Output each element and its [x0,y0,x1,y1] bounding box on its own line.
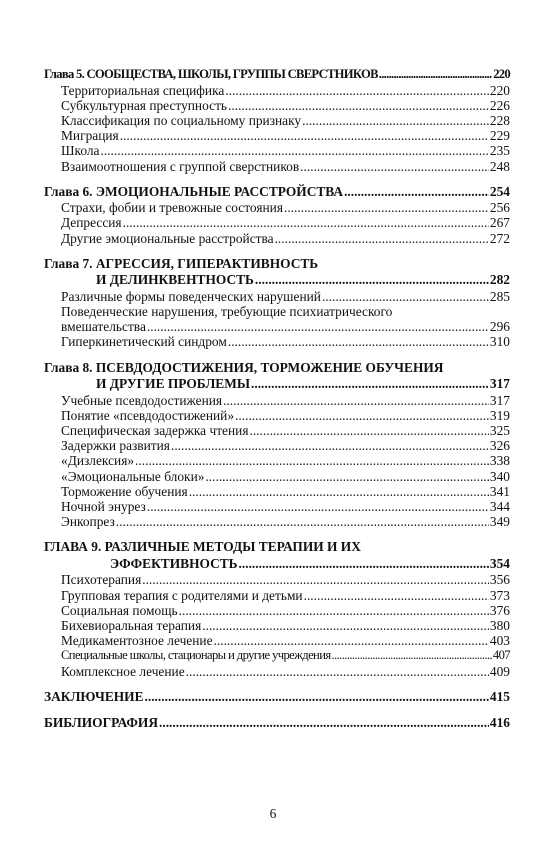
toc-chapter-7-line1[interactable] [44,256,510,273]
toc-entry[interactable] [44,393,510,408]
toc-entry-line1[interactable] [44,304,510,319]
entry-title: Энкопрез [61,514,115,530]
chapter-title: ЭФФЕКТИВНОСТЬ [110,555,238,571]
leader-dots [189,484,489,499]
page-ref: 310 [489,334,510,350]
toc-entry[interactable] [44,514,510,529]
leader-dots [251,376,489,393]
page-ref: 220 [493,67,510,81]
leader-dots [304,588,489,603]
leader-dots [255,272,489,289]
toc-entry[interactable] [44,484,510,499]
leader-dots [186,664,489,679]
toc-chapter-5[interactable] [44,66,510,83]
toc-chapter-8-line2[interactable] [44,376,510,393]
leader-dots [344,184,489,201]
entry-title: Миграция [61,128,119,144]
leader-dots [322,289,489,304]
toc-entry[interactable] [44,499,510,514]
page-ref: 220 [489,82,510,98]
toc-chapter-6[interactable] [44,184,510,201]
leader-dots [225,83,489,98]
toc-entry[interactable] [44,648,510,663]
page-ref: 267 [489,215,510,231]
entry-title: Психотерапия [61,572,142,588]
toc-chapter-9-line1[interactable] [44,539,510,556]
chapter-title: Глава 7. АГРЕССИЯ, ГИПЕРАКТИВНОСТЬ [44,255,319,271]
entry-title: Депрессия [61,215,122,231]
page-ref: 344 [489,499,510,515]
entry-title: Социальная помощь [61,602,178,618]
entry-title: Медикаментозное лечение [61,633,213,649]
entry-title: Страхи, фобии и тревожные состояния [61,200,283,216]
page-ref: 228 [489,112,510,128]
leader-dots [284,200,489,215]
entry-title: Субкультурная преступность [61,97,228,113]
toc-entry[interactable] [44,603,510,618]
page-ref: 226 [489,97,510,113]
toc-entry[interactable] [44,469,510,484]
entry-title: Поведенческие нарушения, требующие психиатрического [61,304,393,320]
leader-dots [228,334,489,349]
spacer [44,174,510,184]
leader-dots [116,514,489,529]
entry-title: Взаимоотношения с группой сверстников [61,158,300,174]
entry-title: вмешательства [61,319,146,335]
entry-title: «Эмоциональные блоки» [61,468,205,484]
toc-bibliography[interactable] [44,715,510,732]
leader-dots [145,689,489,706]
toc-conclusion[interactable] [44,689,510,706]
toc-entry[interactable] [44,588,510,603]
toc-entry[interactable] [44,231,510,246]
chapter-title: И ДЕЛИНКВЕНТНОСТЬ [96,272,254,288]
page-ref: 272 [489,230,510,246]
leader-dots [142,572,489,587]
entry-title: Торможение обучения [61,483,188,499]
entry-title: Ночной энурез [61,499,146,515]
leader-dots [205,469,488,484]
entry-title: Учебные псевдодостижения [61,392,223,408]
entry-title: Гиперкинетический синдром [61,334,227,350]
spacer [44,705,510,715]
leader-dots [120,128,489,143]
leader-dots [123,215,489,230]
page-ref: 248 [489,158,510,174]
page-ref: 341 [489,483,510,499]
toc-entry[interactable] [44,215,510,230]
page-ref: 317 [489,392,510,408]
page-ref: 282 [489,272,510,288]
leader-dots [275,231,489,246]
page-ref: 349 [489,514,510,530]
toc-entry[interactable] [44,200,510,215]
page-ref: 285 [489,288,510,304]
leader-dots [228,98,489,113]
page-number: 6 [269,806,277,821]
page-ref: 340 [489,468,510,484]
leader-dots [100,143,488,158]
page-ref: 326 [489,438,510,454]
chapter-title: Глава 6. ЭМОЦИОНАЛЬНЫЕ РАССТРОЙСТВА [44,183,344,199]
leader-dots [202,618,489,633]
leader-dots [179,603,489,618]
leader-dots [300,159,489,174]
entry-title: Групповая терапия с родителями и детьми [61,587,303,603]
toc-entry[interactable] [44,289,510,304]
page-ref: 354 [489,555,510,571]
chapter-title: И ДРУГИЕ ПРОБЛЕМЫ [96,376,251,392]
toc-entry[interactable] [44,664,510,679]
toc-chapter-9-line2[interactable] [44,556,510,573]
page-ref: 407 [492,648,510,663]
page-ref: 380 [489,618,510,634]
entry-title: Комплексное лечение [61,663,185,679]
leader-dots [302,113,489,128]
chapter-title: ГЛАВА 9. РАЗЛИЧНЫЕ МЕТОДЫ ТЕРАПИИ И ИХ [44,539,361,555]
page-ref: 325 [489,423,510,439]
leader-dots [159,715,489,732]
toc-entry[interactable] [44,159,510,174]
page-ref: 317 [489,376,510,392]
page-ref: 409 [489,663,510,679]
toc-entry[interactable] [44,143,510,158]
leader-dots [249,423,488,438]
spacer [44,679,510,689]
chapter-title: Глава 8. ПСЕВДОДОСТИЖЕНИЯ, ТОРМОЖЕНИЕ ОБУЧЕНИЯ [44,359,444,375]
entry-title: Школа [61,143,100,159]
toc-entry[interactable] [44,438,510,453]
toc-entry[interactable] [44,572,510,587]
page-ref: 373 [489,587,510,603]
entry-title: Другие эмоциональные расстройства [61,230,274,246]
entry-title: Различные формы поведенческих нарушений [61,288,321,304]
page-ref: 416 [489,715,510,731]
page-ref: 296 [489,319,510,335]
leader-dots [223,393,489,408]
entry-title: Специальные школы, стационары и другие учреждения [61,648,331,663]
entry-title: Задержки развития [61,438,170,454]
toc-entry[interactable] [44,618,510,633]
page-ref: 338 [489,453,510,469]
leader-dots [332,648,492,663]
page-ref: 403 [489,633,510,649]
spacer [44,350,510,360]
page-ref: 356 [489,572,510,588]
page-ref: 254 [489,183,510,199]
leader-dots [135,453,489,468]
entry-title: Бихевиоральная терапия [61,618,202,634]
toc-entry[interactable] [44,113,510,128]
leader-dots [171,438,489,453]
toc-entry[interactable] [44,334,510,349]
toc-entry[interactable] [44,83,510,98]
chapter-title: БИБЛИОГРАФИЯ [44,715,158,731]
toc-chapter-8-line1[interactable] [44,360,510,377]
table-of-contents [44,66,510,732]
spacer [44,529,510,539]
entry-title: Понятие «псевдодостижений» [61,407,235,423]
entry-title: Классификация по социальному признаку [61,112,302,128]
toc-entry[interactable] [44,453,510,468]
toc-entry[interactable] [44,423,510,438]
chapter-title: ЗАКЛЮЧЕНИЕ [44,688,144,704]
leader-dots [147,319,489,334]
toc-entry[interactable] [44,633,510,648]
page-ref: 415 [489,688,510,704]
page-ref: 229 [489,128,510,144]
toc-entry[interactable] [44,128,510,143]
entry-title: «Дизлексия» [61,453,135,469]
leader-dots [239,556,489,573]
page-ref: 235 [489,143,510,159]
page-ref: 319 [489,407,510,423]
leader-dots [214,633,489,648]
page-ref: 256 [489,200,510,216]
entry-title: Специфическая задержка чтения [61,423,249,439]
toc-chapter-7-line2[interactable] [44,272,510,289]
spacer [44,246,510,256]
leader-dots [379,66,492,83]
leader-dots [235,408,489,423]
toc-entry[interactable] [44,98,510,113]
toc-entry[interactable] [44,408,510,423]
chapter-title: Глава 5. СООБЩЕСТВА, ШКОЛЫ, ГРУППЫ СВЕРСТНИКОВ [44,67,378,81]
entry-title: Территориальная специфика [61,82,225,98]
toc-entry[interactable] [44,319,510,334]
leader-dots [147,499,489,514]
page-ref: 376 [489,602,510,618]
